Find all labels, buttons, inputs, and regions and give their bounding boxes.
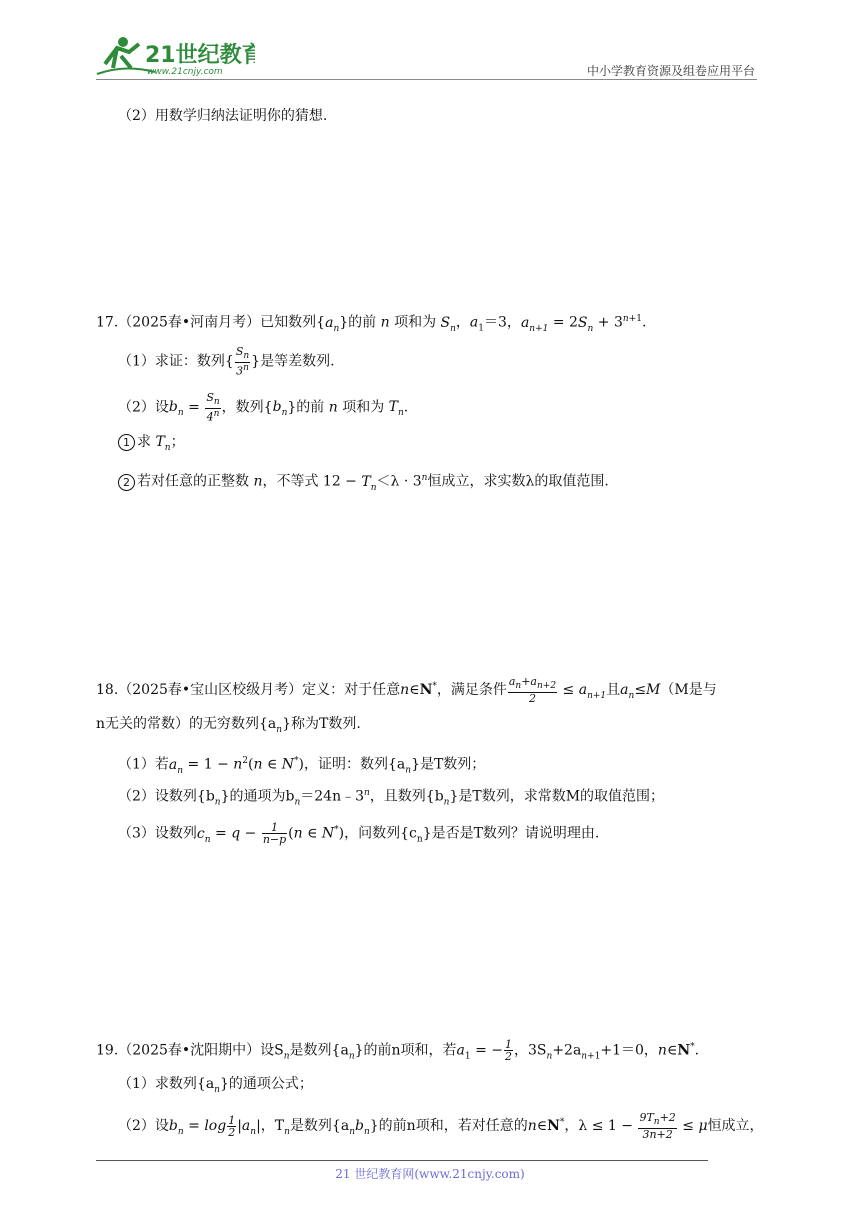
q17-sub2: 2 若对任意的正整数 n，不等式 $12 - T_n<\lambda \cdot 3^n$恒成立，求实数λ的取值范围. — [118, 468, 609, 497]
footer-text: 21 世纪教育网(www.21cnjy.com) — [335, 1167, 525, 1181]
header-divider — [96, 79, 757, 80]
q19-part1: （1）求数列$\{a_n\}$的通项公式； — [118, 1076, 313, 1095]
logo-text: 21世纪教育 — [145, 43, 255, 68]
header-platform-text: 中小学教育资源及组卷应用平台 — [586, 64, 755, 78]
q17-part2: （2）设$b_n$ = $\frac{S_n}{4^n}$ ，数列$\{b_n\}$的前 n 项和为 $T_n$. — [118, 391, 409, 424]
q18-part2: （2）设数列$\{b_n\}$的通项为$b_n=24n﹣3^n$，且数列$\{b_n\}$是T数列，求常数M的取值范围； — [118, 788, 665, 808]
q17-sub1: 1 求 $T_n$； — [118, 432, 185, 458]
q18-part3: （3）设数列$c_n = q$ − $\frac{1}{n-p}$ (n ∈ N*)，问数列$\{c_n\}$是否是T数列？请说明理由. — [118, 821, 600, 847]
q19-stem: 19.（2025春•沈阳期中）设$S_n$是数列$\{a_n\}$的前n项和，若$a_1$ = − $\frac{1}{2}$ ，$3S_n+2a_{n+1}+1=0$，n∈N*. — [96, 1038, 700, 1064]
q18-stem: 18.（2025春•宝山区校级月考）定义：对于任意n∈N*，满足条件 $\frac{a_n+a_{n+2}}{2}$ ≤ $a_{n+1}$且$a_n\le M(M$是与 — [96, 675, 717, 706]
logo-url: www.21cnjy.com — [147, 67, 223, 76]
site-logo — [95, 34, 255, 76]
q18-stem-line2: n无关的常数）的无穷数列$\{a_n\}$称为T数列. — [96, 716, 361, 735]
q19-part2: （2）设$b_n = \log$ $\frac{1}{2}$ $|a_n|$，$T_n$是数列$\{a_nb_n\}$的前n项和，若对任意的n∈N*，λ ≤ 1 − $\frac{9T_n+2}{3n+2}$ ≤ μ恒成立， — [118, 1111, 764, 1142]
q16-part2: （2）用数学归纳法证明你的猜想. — [118, 108, 328, 124]
q17-stem: 17.（2025春•河南月考）已知数列$\{a_n\}$的前 n 项和为 $S_n$，$a_1=3$，$a_{n+1} = 2S_n + 3^{n+1}$. — [96, 314, 647, 334]
q17-part1: （1）求证：数列{ $\frac{S_n}{3^n}$ }是等差数列. — [118, 345, 335, 378]
q18-part1: （1）若$a_n = 1 - n^2(n$ ∈ N*)，证明：数列$\{a_n\}$是T数列； — [118, 756, 486, 776]
footer-divider — [96, 1160, 708, 1161]
